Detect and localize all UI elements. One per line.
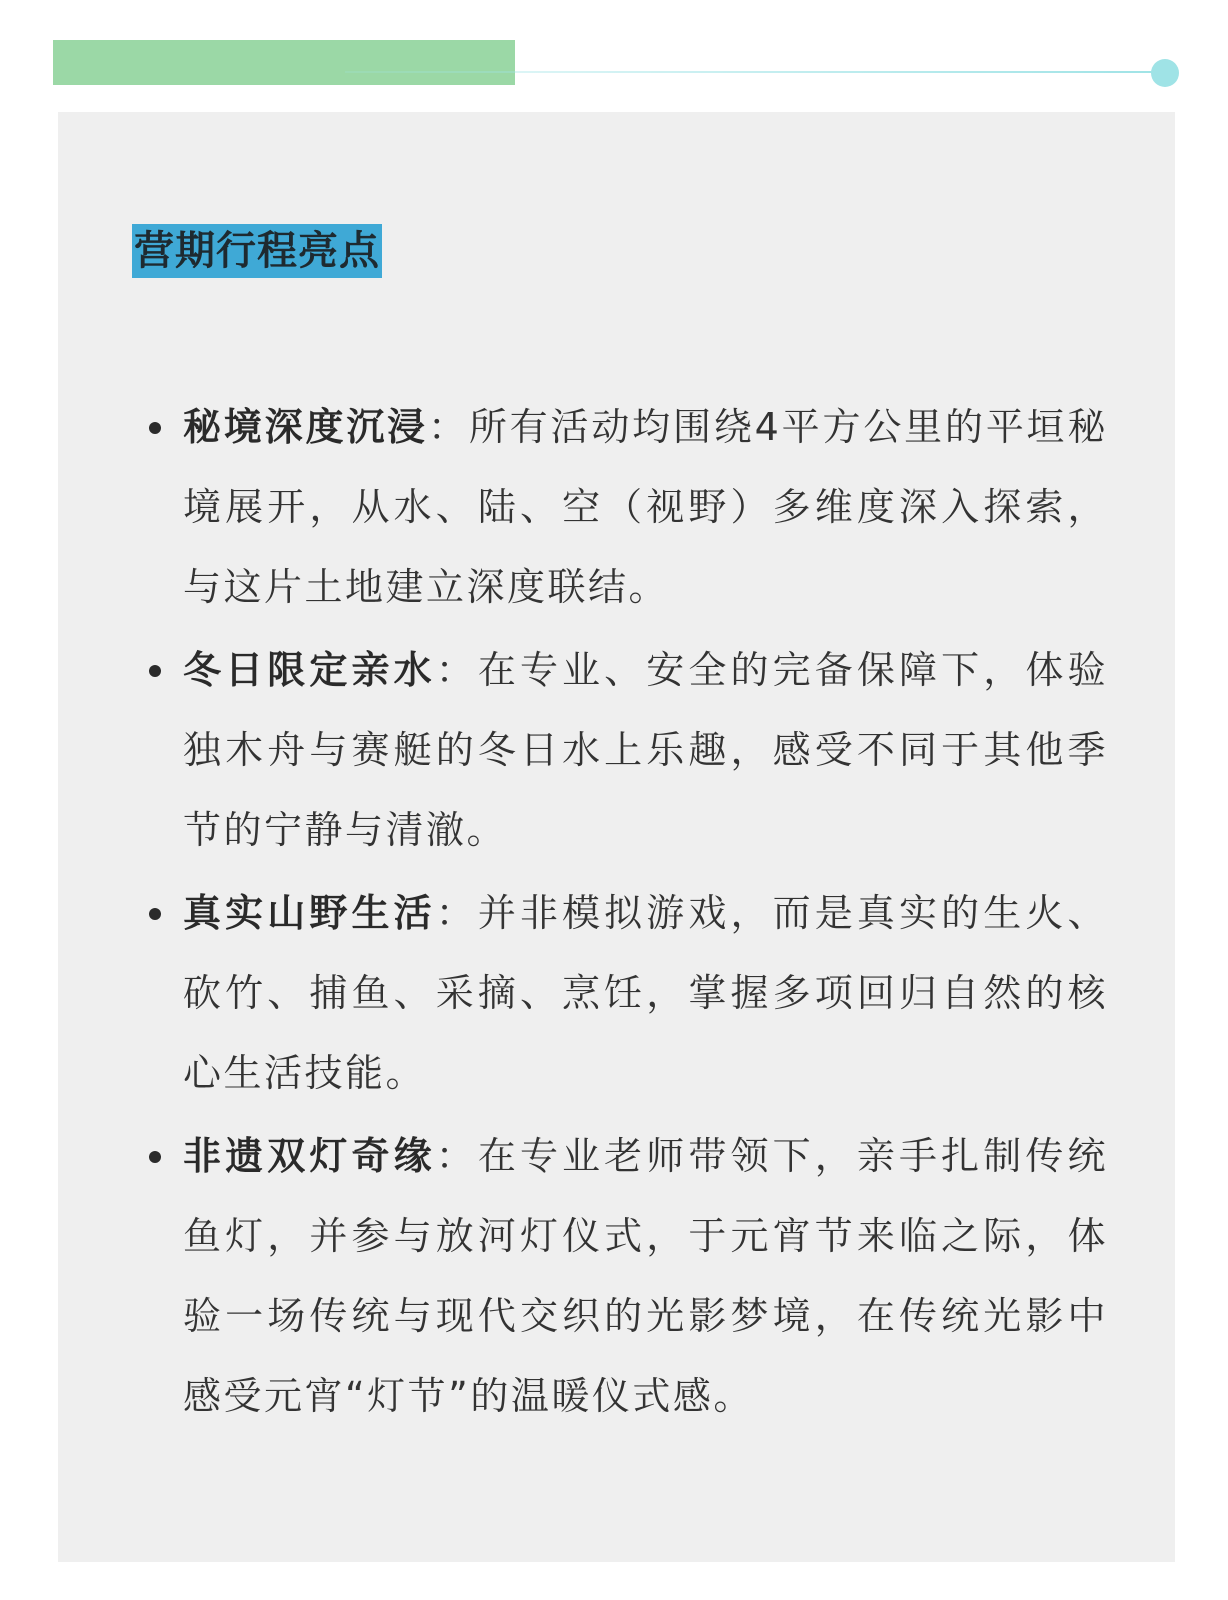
bullet-icon [149, 665, 161, 677]
highlight-separator: ： [435, 1134, 478, 1178]
highlight-text: 在专业老师带领下，亲手扎制传统鱼灯，并参与放河灯仪式，于元宵节来临之际，体验一场传统与现代交织的光影梦境，在传统光影中感受元宵“灯节”的温暖仪式感。 [183, 1134, 1108, 1418]
bullet-icon [149, 908, 161, 920]
content-card [58, 112, 1175, 1562]
highlight-item [183, 1116, 1108, 1436]
header-dot-ornament [1151, 59, 1179, 87]
bullet-icon [149, 422, 161, 434]
highlight-text: 并非模拟游戏，而是真实的生火、砍竹、捕鱼、采摘、烹饪，掌握多项回归自然的核心生活技能。 [183, 891, 1108, 1095]
highlight-title: 真实山野生活 [183, 891, 436, 935]
highlight-title: 非遗双灯奇缘 [183, 1134, 436, 1178]
bullet-icon [149, 1151, 161, 1163]
highlight-item [183, 387, 1108, 627]
highlights-list [58, 387, 1175, 1439]
highlight-separator: ： [428, 405, 469, 449]
highlight-title: 秘境深度沉浸 [183, 405, 428, 449]
highlight-text: 所有活动均围绕4平方公里的平垣秘境展开，从水、陆、空（视野）多维度深入探索，与这片土地建立深度联结。 [183, 405, 1108, 609]
highlight-item [183, 873, 1108, 1113]
highlight-item [183, 630, 1108, 870]
highlight-separator: ： [435, 891, 478, 935]
section-title: 营期行程亮点 [132, 224, 382, 278]
highlight-separator: ： [435, 648, 478, 692]
header-divider-line [345, 71, 1165, 73]
highlight-title: 冬日限定亲水 [183, 648, 436, 692]
highlight-text: 在专业、安全的完备保障下，体验独木舟与赛艇的冬日水上乐趣，感受不同于其他季节的宁静与清澈。 [183, 648, 1108, 852]
header-accent-bar [53, 40, 515, 85]
